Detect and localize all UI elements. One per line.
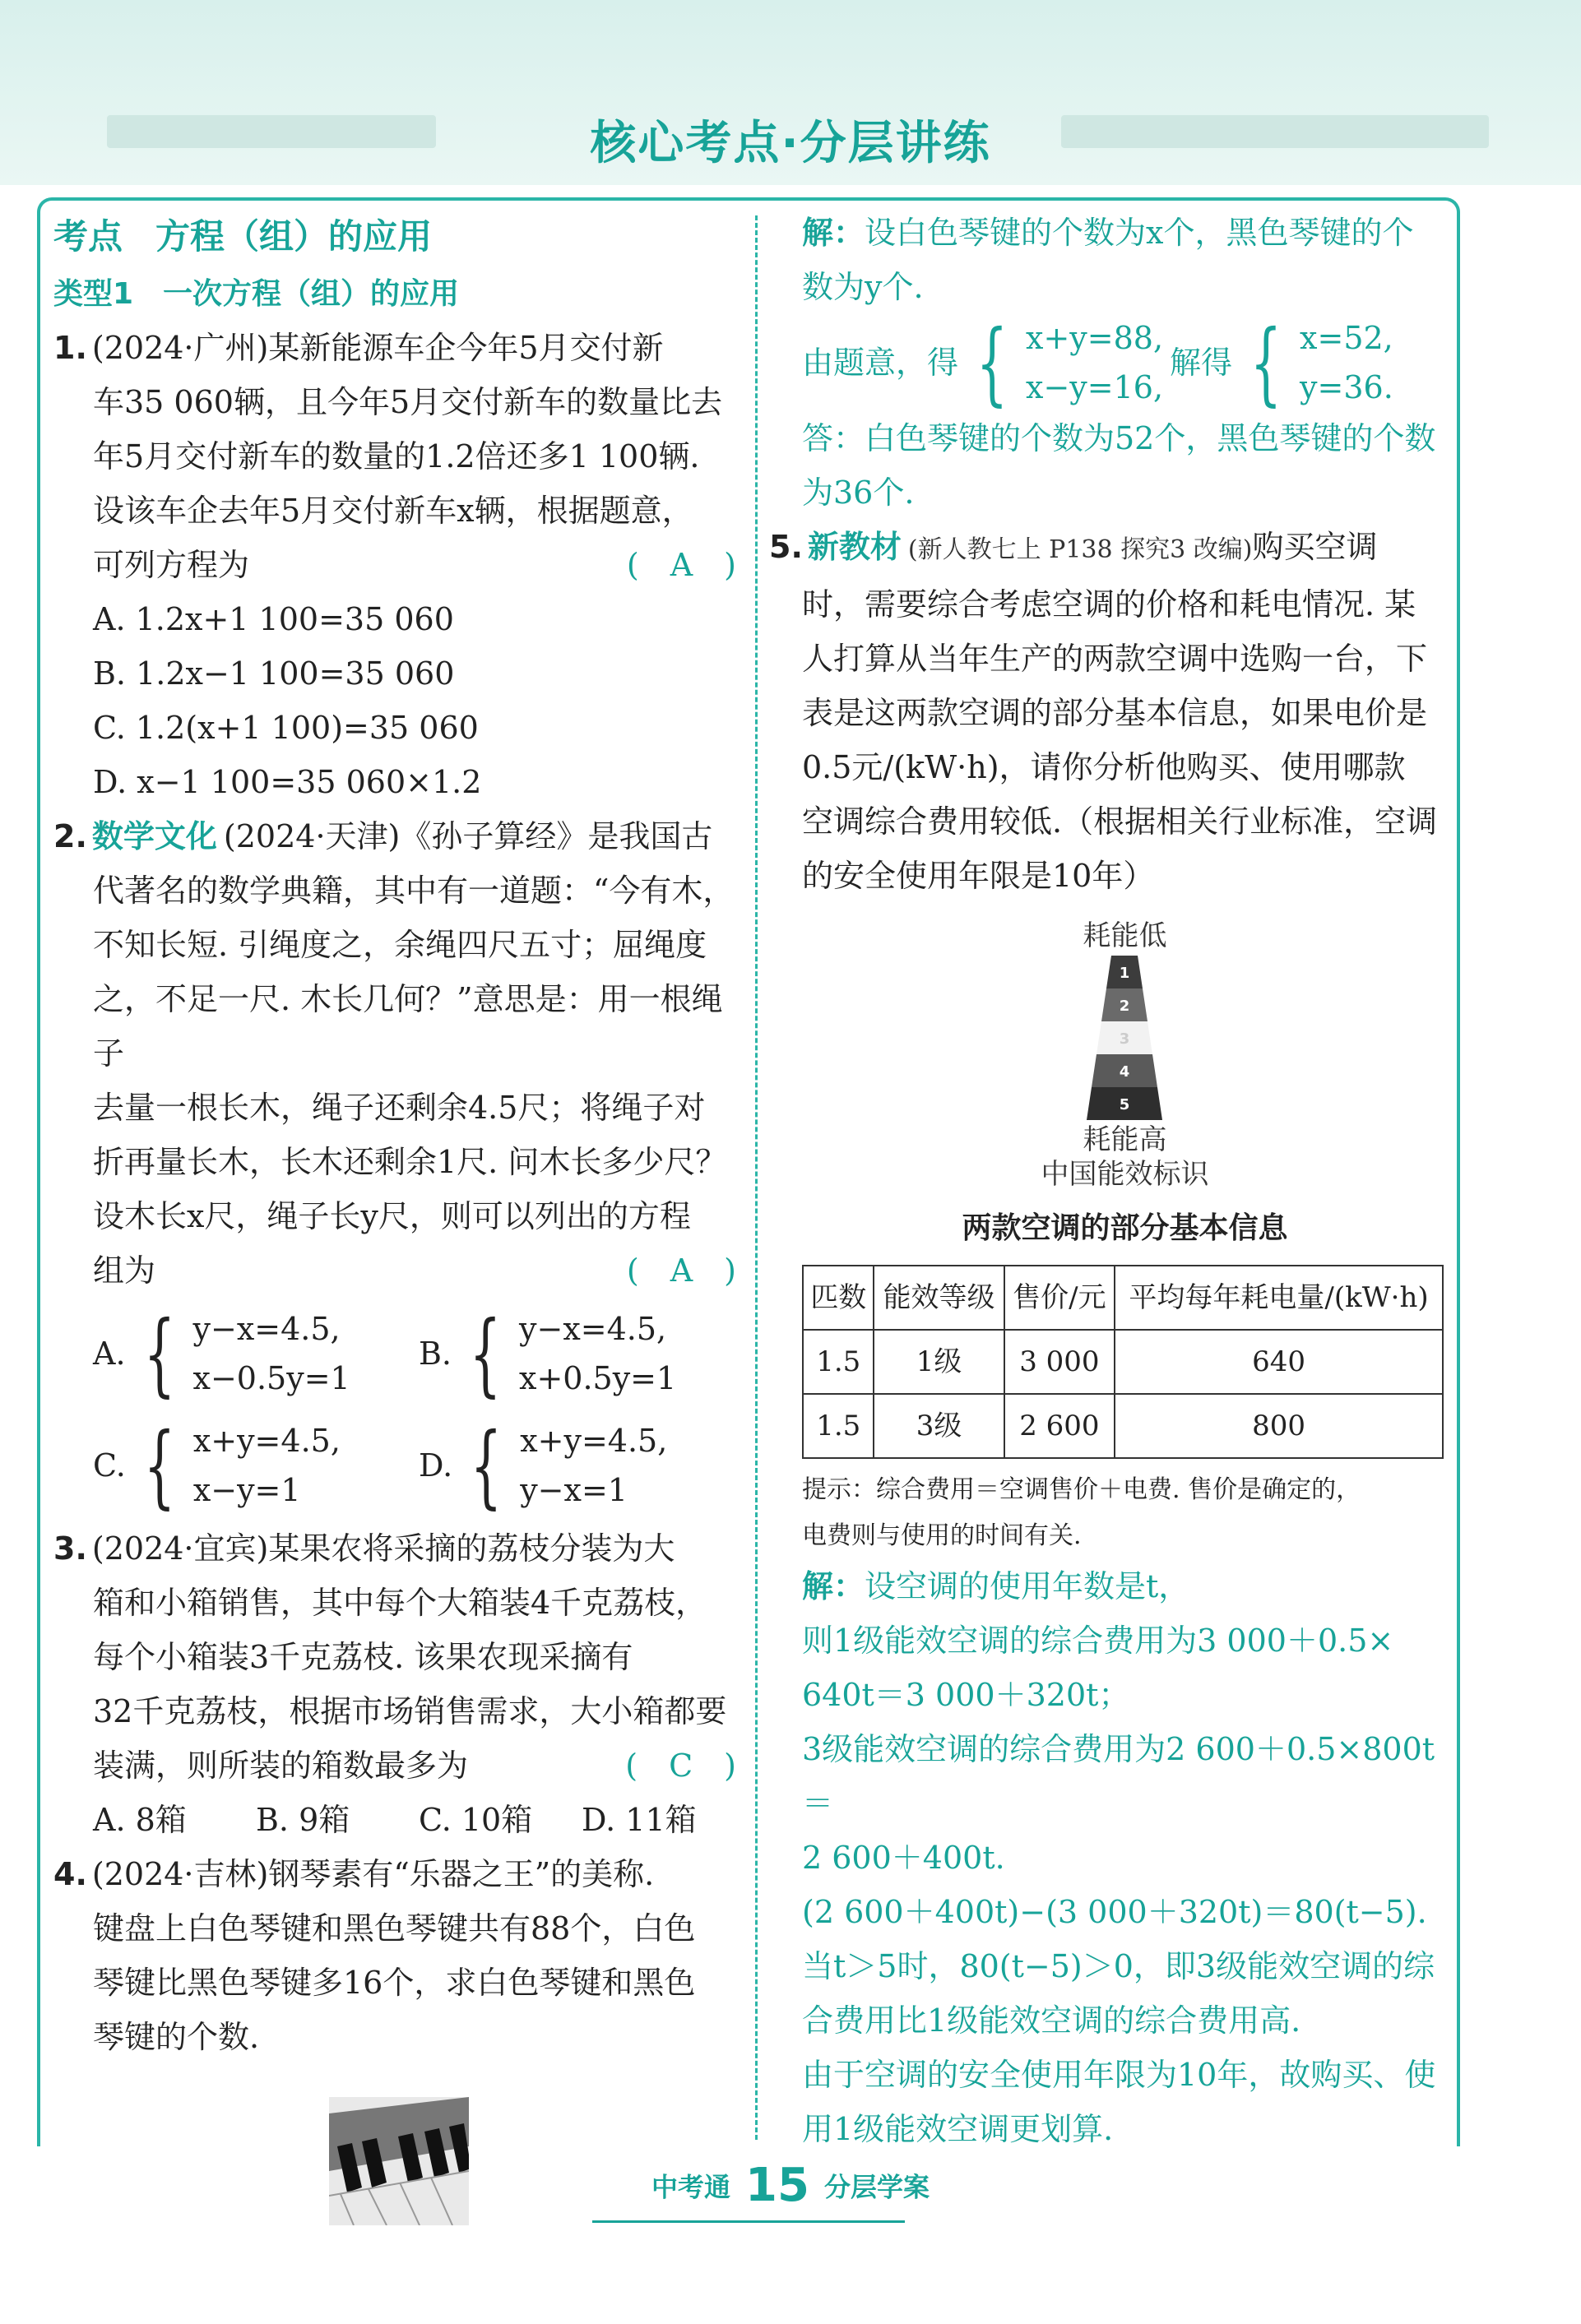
option-c: C. 10箱 [419, 1802, 533, 1838]
answer-1: ( A ) [626, 547, 736, 583]
option-c: C. { x+y=4.5, x−y=1 [93, 1413, 341, 1518]
section-heading: 考点 方程（组）的应用 [53, 216, 433, 257]
option-d: D. x−1 100=35 060×1.2 [93, 764, 482, 800]
energy-pyramid-icon [1075, 956, 1174, 1120]
level-3: 3 [1119, 1030, 1130, 1048]
new-textbook-tag: 新教材 [807, 529, 902, 565]
question-1: 1. (2024·广州)某新能源车企今年5月交付新 车35 060辆，且今年5月交付新车的数量比去 年5月交付新车的数量的1.2倍还多1 100辆. 设该车企去年5月交付新车x辆，根据题意， 可列方程为 ( A ) A. 1.2x+1 100=35 060 B. 1.2x−1 100=35 060 C. 1.2(x+1 100)=35 060 D. x−1 100=35 060×1.2 [53, 321, 744, 809]
option-b: B. { y−x=4.5, x+0.5y=1 [419, 1301, 677, 1406]
question-2: 2. 数学文化 (2024·天津)《孙子算经》是我国古 代著名的数学典籍，其中有一道题：“今有木， 不知长短. 引绳度之，余绳四尺五寸；屈绳度 之，不足一尺. 木长几何？”意思是：用一根绳子 去量一根长木，绳子还剩余4.5尺；将绳子对 折再量长木，长木还剩余1尺. 问木长多少尺？ 设木长x尺，绳子长y尺，则可以列出的方程 组为 ( A ) A. { y−x=4.5, x−0.5y=1 B. { y−x=4.5, x+0.5y=1 C. { x+y=4.5, x−y=1 D. { x+y=4.5, y−x=1 [53, 809, 744, 1521]
q5-solution: 解：设空调的使用年数是t， 则1级能效空调的综合费用为3 000＋0.5× 640t＝3 000＋320t； 3级能效空调的综合费用为2 600＋0.5×800t＝ 2 600＋400t. (2 600＋400t)−(3 000＋320t)＝80(t−5). 当t＞5时，80(t−5)＞0，即3级能效空调的综 合费用比1级能效空调的综合费用高. 由于空调的安全使用年限为10年，故购买、使 用1级能效空调更划算. [802, 1568, 1436, 2147]
level-2: 2 [1119, 998, 1130, 1015]
option-c: C. 1.2(x+1 100)=35 060 [93, 710, 479, 746]
left-column [53, 206, 744, 2225]
column-divider [755, 215, 758, 2140]
culture-tag: 数学文化 [91, 818, 217, 854]
option-b: B. 9箱 [256, 1802, 350, 1838]
footer-underline [592, 2220, 905, 2223]
q4-solution: 解：设白色琴键的个数为x个，黑色琴键的个 数为y个. 由题意，得 { x+y=88, x−y=16, 解得 { x=52, y=36. 答：白色琴键的个数为52个，黑色琴键的个数 为36个. [802, 215, 1436, 511]
option-b: B. 1.2x−1 100=35 060 [93, 655, 455, 692]
right-column [769, 206, 1448, 2156]
type-heading: 类型1 一次方程（组）的应用 [53, 277, 460, 311]
question-4: 4. (2024·吉林)钢琴素有“乐器之王”的美称. 键盘上白色琴键和黑色琴键共有88个，白色 琴键比黑色琴键多16个，求白色琴键和黑色 琴键的个数. [53, 1847, 744, 2225]
table-row: 1.5 1级 3 000 640 [803, 1330, 1443, 1394]
level-1: 1 [1119, 965, 1130, 982]
page-number: 15 [745, 2159, 809, 2212]
energy-label-figure: 耗能低 1 2 3 4 5 耗能高 中国能效标识 [1041, 919, 1209, 1191]
option-d: D. { x+y=4.5, y−x=1 [419, 1413, 668, 1518]
option-a: A. 1.2x+1 100=35 060 [93, 601, 454, 637]
table-row: 1.5 3级 2 600 800 [803, 1394, 1443, 1458]
hint: 提示：综合费用＝空调售价＋电费. 售价是确定的， 电费则与使用的时间有关. [802, 1475, 1361, 1550]
option-d: D. 11箱 [582, 1802, 697, 1838]
option-a: A. { y−x=4.5, x−0.5y=1 [93, 1301, 350, 1406]
question-3: 3. (2024·宜宾)某果农将采摘的荔枝分装为大 箱和小箱销售，其中每个大箱装4千克荔枝， 每个小箱装3千克荔枝. 该果农现采摘有 32千克荔枝，根据市场销售需求，大小箱都要 装满，则所装的箱数最多为 ( C ) A. 8箱 B. 9箱 C. 10箱 D. 11箱 [53, 1521, 744, 1847]
question-5: 5. 新教材 (新人教七上 P138 探究3 改编)购买空调 时，需要综合考虑空调的价格和耗电情况. 某 人打算从当年生产的两款空调中选购一台，下 表是这两款空调的部分基本信息，如果电价是 0.5元/(kW·h)，请你分析他购买、使用哪款 空调综合费用较低.（根据相关行业标准，空调 的安全使用年限是10年） 耗能低 1 2 3 4 5 耗能高 中国能效标识 两款空调的部分基本信息 匹数 能效等级 售价/元 平均每年耗电量/(kW·h) 1.5 1级 3 000 640 1.5 3级 2 600 800 提示：综合费用＝空调售价＋电费. 售价是确定的， 电费则与使用的时间有关. 解：设空调的使用年数是t， 则1级能效空调的综合费用为3 000＋0.5× 640t＝3 000＋320t； 3级能效空调的综合费用为2 600＋0.5×800t＝ 2 600＋400t. (2 600＋400t)−(3 000＋320t)＝80(t−5). 当t＞5时，80(t−5)＞0，即3级能效空调的综 合费用比1级能效空调的综合费用高. 由于空调的安全使用年限为10年，故购买、使 用1级能效空调更划算. [802, 520, 1448, 2156]
answer-3: ( C ) [625, 1748, 736, 1784]
page-title: 核心考点·分层讲练 [590, 117, 991, 170]
table-header-row: 匹数 能效等级 售价/元 平均每年耗电量/(kW·h) [803, 1266, 1443, 1330]
answer-2: ( A ) [626, 1252, 736, 1289]
page-footer: 中考通 15 分层学案 [651, 2159, 930, 2212]
table-title: 两款空调的部分基本信息 [962, 1211, 1288, 1245]
info-table [802, 1265, 1444, 1459]
level-4: 4 [1119, 1063, 1130, 1081]
level-5: 5 [1119, 1096, 1130, 1113]
option-a: A. 8箱 [93, 1802, 187, 1838]
